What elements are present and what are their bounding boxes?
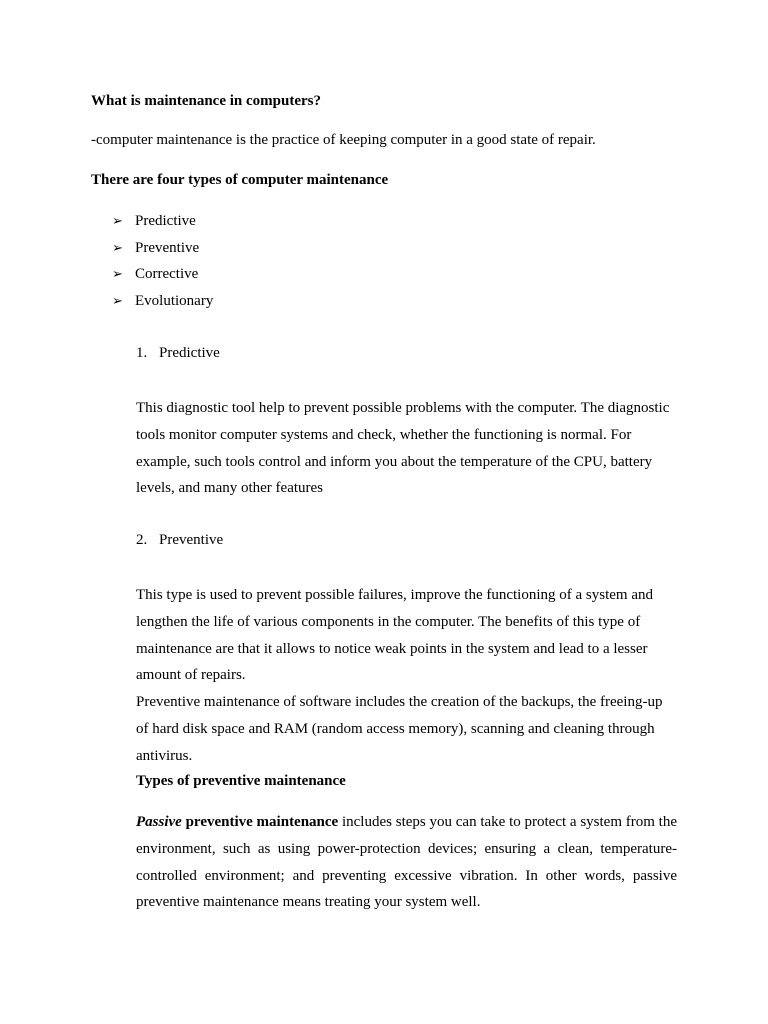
arrow-bullet-icon: ➢ — [112, 292, 123, 308]
list-item — [112, 291, 213, 318]
types-heading: There are four types of computer maintenance — [91, 172, 389, 188]
list-item-label: Corrective — [135, 266, 199, 282]
heading-question: What is maintenance in computers? — [91, 93, 321, 109]
list-item — [112, 238, 213, 265]
maintenance-types-list — [112, 211, 213, 317]
passive-rest-text: includes steps you can take to protect a system from the environment, such as using power-protection devices; ensuring a clean, temperature-controlled environment; and preventing excessive vibration. In other words, passive preventive maintenance means treating your system well. — [136, 814, 677, 911]
section-2-body-1: This type is used to prevent possible failures, improve the functioning of a system and lengthen the life of various components in the computer. The benefits of this type of maintenance are that it allows to notice weak points in the system and lead to a lesser amount of repairs. — [136, 587, 653, 684]
list-item — [112, 211, 213, 238]
arrow-bullet-icon: ➢ — [112, 213, 123, 228]
section-number: 2. — [136, 532, 148, 548]
section-1-body: This diagnostic tool help to prevent possible problems with the computer. The diagnostic tools monitor computer systems and check, whether the functioning is normal. For example, such tools control and inform you about the temperature of the CPU, battery levels, and many other features — [136, 400, 670, 497]
list-item — [112, 264, 213, 291]
list-item-label: Preventive — [135, 239, 200, 256]
section-2-body-2: Preventive maintenance of software includes the creation of the backups, the freeing-up of hard disk space and RAM (random access memory), scanning and cleaning through antivirus. — [136, 694, 663, 764]
arrow-bullet-icon: ➢ — [112, 239, 123, 255]
list-item-label: Predictive — [135, 213, 196, 229]
passive-bold-phrase: preventive maintenance — [185, 814, 339, 830]
section-title: Predictive — [159, 345, 220, 361]
intro-text: -computer maintenance is the practice of keeping computer in a good state of repair. — [91, 132, 596, 148]
section-1-heading — [136, 345, 220, 362]
passive-paragraph — [136, 809, 677, 916]
section-2-heading — [136, 532, 223, 549]
list-item-label: Evolutionary — [135, 292, 214, 309]
arrow-bullet-icon: ➢ — [112, 266, 123, 281]
preventive-types-heading: Types of preventive maintenance — [136, 773, 346, 789]
passive-italic: Passive — [136, 814, 182, 830]
section-number: 1. — [136, 345, 148, 361]
section-title: Preventive — [159, 532, 224, 548]
